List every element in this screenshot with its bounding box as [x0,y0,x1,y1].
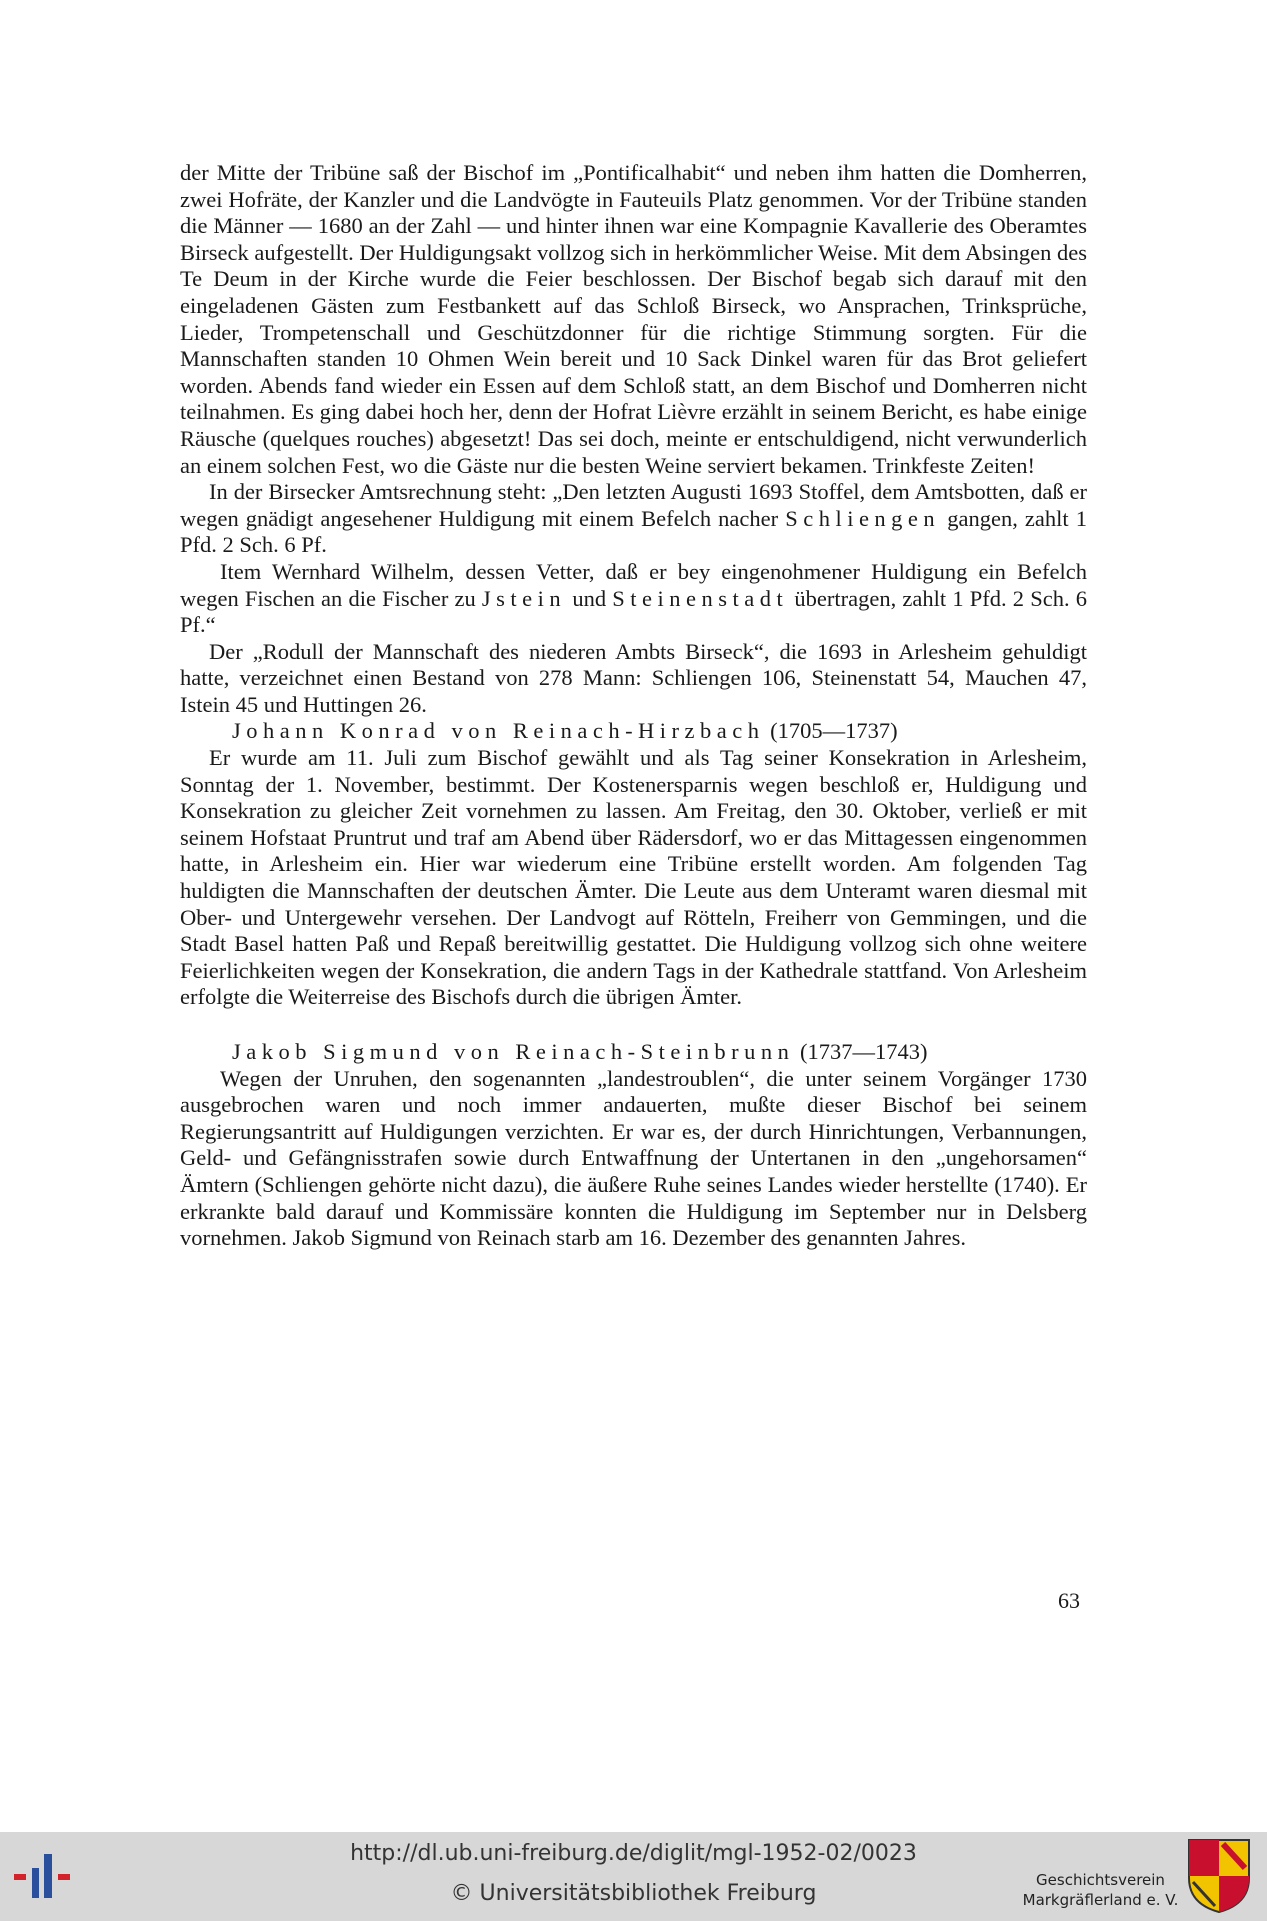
place-name: Schliengen [785,505,941,531]
paragraph-2: In der Birsecker Amtsrechnung steht: „Den letzten Augusti 1693 Stoffel, dem Amtsbotten, daß er wegen gnädigt angesehener Huldigung mit einem Befelch nacher Schliengen gangen, zahlt 1 Pfd. 2 Sch. 6 Pf. [180,479,1087,558]
society-name: Geschichtsverein Markgräflerland e. V. [1022,1871,1179,1909]
copyright-notice: © Universitätsbibliothek Freiburg [450,1881,817,1906]
footer-bar [0,1832,1267,1921]
coat-of-arms-icon [1187,1838,1251,1914]
paragraph-5: Er wurde am 11. Juli zum Bischof gewählt und als Tag seiner Konsekration in Arlesheim, Sonntag der 1. November, bestimmt. Der Kostenersparnis wegen beschloß er, Huldigung und Konsekration zu gleicher Zeit vornehmen zu lassen. Am Freitag, den 30. Oktober, verließ er mit seinem Hofstaat Pruntrut und traf am Abend über Rädersdorf, wo er das Mittagessen eingenommen hatte, in Arlesheim ein. Hier war wiederum eine Tribüne erstellt worden. Am folgenden Tag huldigten die Mannschaften der deutschen Ämter. Die Leute aus dem Unteramt waren diesmal mit Ober- und Untergewehr versehen. Der Landvogt auf Rötteln, Freiherr von Gemmingen, und die Stadt Basel hatten Paß und Repaß bereitwillig gestattet. Die Huldigung vollzog sich ohne weitere Feierlichkeiten wegen der Konsekration, die andern Tags in der Kathedrale stattfand. Von Arlesheim erfolgte die Weiterreise des Bischofs durch die übrigen Ämter. [180,745,1087,1010]
place-name: Jstein [481,585,567,611]
section-heading-1: Johann Konrad von Reinach-Hirzbach (1705—1737) [232,718,898,744]
paragraph-4: Der „Rodull der Mannschaft des niederen Ambts Birseck“, die 1693 in Arlesheim gehuldigt hatte, verzeichnet einen Bestand von 278 Mann: Schliengen 106, Steinenstatt 54, Mauchen 47, Istein 45 und Huttingen 26. [180,638,1087,717]
paragraph-1: der Mitte der Tribüne saß der Bischof im „Pontificalhabit“ und neben ihm hatten die Domherren, zwei Hofräte, der Kanzler und die Landvögte in Fauteuils Platz genommen. Vor der Tribüne standen die Männer — 1680 an der Zahl — und hinter ihnen war eine Kompagnie Kavallerie des Oberamtes Birseck aufgestellt. Der Huldigungsakt vollzog sich in herkömmlicher Weise. Mit dem Absingen des Te Deum in der Kirche wurde die Feier beschlossen. Der Bischof begab sich darauf mit den eingeladenen Gästen zum Festbankett auf das Schloß Birseck, wo Ansprachen, Trinksprüche, Lieder, Trompetenschall und Geschützdonner für die richtige Stimmung sorgten. Für die Mannschaften standen 10 Ohmen Wein bereit und 10 Sack Dinkel waren für das Brot geliefert worden. Abends fand wieder ein Essen auf dem Schloß statt, an dem Bischof und Domherren nicht teilnahmen. Es ging dabei hoch her, denn der Hofrat Lièvre erzählt in seinem Bericht, es habe einige Räusche (quelques rouches) abgesetzt! Das sei doch, meinte er entschuldigend, nicht verwunderlich an einem solchen Fest, wo die Gäste nur die besten Weine serviert bekamen. Trinkfeste Zeiten! [180,160,1087,478]
section-heading-2: Jakob Sigmund von Reinach-Steinbrunn (1737—1743) [232,1039,928,1064]
page-number: 63 [1058,1588,1080,1613]
page-text [180,160,1087,1252]
place-name: Steinenstadt [612,585,789,611]
paragraph-3: Item Wernhard Wilhelm, dessen Vetter, daß er bey eingenohmener Huldigung ein Befelch wegen Fischen an die Fischer zu Jstein und Steinenstadt übertragen, zahlt 1 Pfd. 2 Sch. 6 Pf.“ [180,558,1087,638]
paragraph-6: Wegen der Unruhen, den sogenannten „landestroublen“, die unter seinem Vorgänger 1730 ausgebrochen waren und noch immer andauerten, mußte dieser Bischof bei seinem Regierungsantritt auf Huldigungen verzichten. Er war es, der durch Hinrichtungen, Verbannungen, Geld- und Gefängnisstrafen sowie durch Entwaffnung der Untertanen in den „ungehorsamen“ Ämtern (Schliengen gehörte nicht dazu), die äußere Ruhe seines Landes wieder herstellte (1740). Er erkrankte bald darauf und Kommissäre konnten die Huldigung im September nur in Delsberg vornehmen. Jakob Sigmund von Reinach starb am 16. Dezember des genannten Jahres. [180,1065,1087,1251]
source-url-link[interactable]: http://dl.ub.uni-freiburg.de/diglit/mgl-1952-02/0023 [350,1841,917,1866]
